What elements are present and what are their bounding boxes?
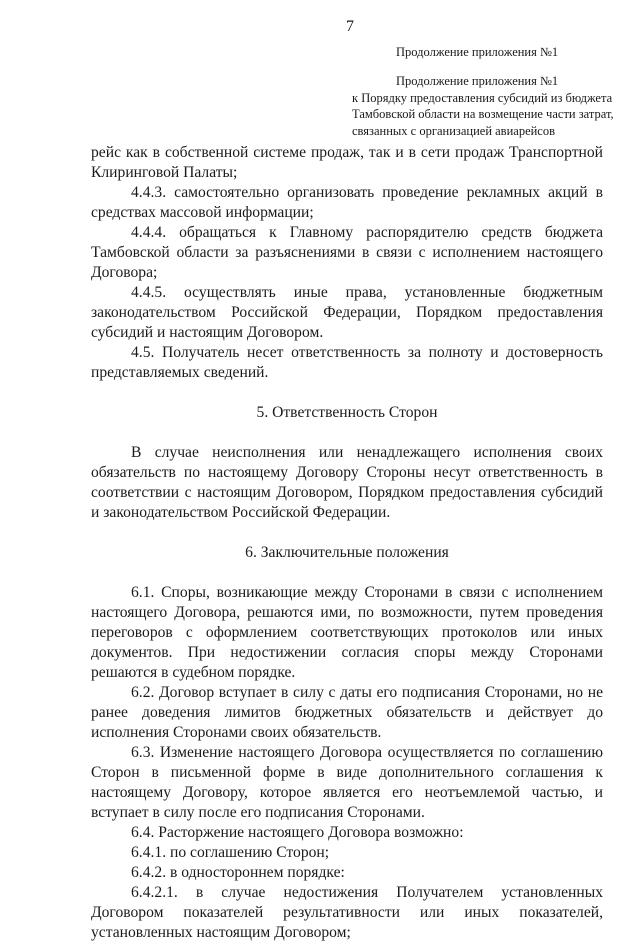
header-block <box>352 73 614 139</box>
paragraph-4-4-3: 4.4.3. самостоятельно организовать проведение рекламных акций в средствах массовой информации; <box>91 184 603 221</box>
header-line-1: к Порядку предоставления субсидий из бюджета <box>352 90 613 105</box>
paragraph-4-5: 4.5. Получатель несет ответственность за полноту и достоверность представляемых сведений. <box>91 344 603 381</box>
header-continuation-1: Продолжение приложения №1 <box>396 45 559 59</box>
paragraph-continued: рейс как в собственной системе продаж, так и в сети продаж Транспортной Клиринговой Палаты; <box>91 144 603 181</box>
document-body <box>91 143 603 943</box>
paragraph-4-4-5: 4.4.5. осуществлять иные права, установленные бюджетным законодательством Российской Федерации, Порядком предоставления субсидий и настоящим Договором. <box>91 284 603 341</box>
section-6-heading: 6. Заключительные положения <box>245 544 449 561</box>
paragraph-6-3: 6.3. Изменение настоящего Договора осуществляется по соглашению Сторон в письменной форме в виде дополнительного соглашения к настоящему Договору, которое является его неотъемлемой частью, и вступает в силу после его подписания Сторонами. <box>91 744 603 821</box>
page-number: 7 <box>346 18 354 35</box>
header-line-3: связанных с организацией авиарейсов <box>352 123 556 138</box>
paragraph-6-4-1: 6.4.1. по соглашению Сторон; <box>131 844 330 861</box>
header-continuation-2: Продолжение приложения №1 <box>396 74 559 88</box>
section-5-heading: 5. Ответственность Сторон <box>256 404 438 421</box>
paragraph-4-4-4: 4.4.4. обращаться к Главному распорядителю средств бюджета Тамбовской области за разъяснениями в связи с исполнением настоящего Договора; <box>91 224 603 281</box>
paragraph-6-1: 6.1. Споры, возникающие между Сторонами в связи с исполнением настоящего Договора, решаются ими, по возможности, путем проведения переговоров с оформлением соответствующих протоколов или иных документов. При недостижении согласия споры между Сторонами решаются в судебном порядке. <box>91 584 603 681</box>
paragraph-6-4-2-1: 6.4.2.1. в случае недостижения Получателем установленных Договором показателей результативности или иных показателей, установленных настоящим Договором; <box>91 884 603 941</box>
header-line-2: Тамбовской области на возмещение части затрат, <box>352 107 614 121</box>
paragraph-6-4: 6.4. Расторжение настоящего Договора возможно: <box>131 824 464 841</box>
paragraph-6-2: 6.2. Договор вступает в силу с даты его подписания Сторонами, но не ранее доведения лимитов бюджетных обязательств и действует до исполнения Сторонами своих обязательств. <box>91 684 603 741</box>
paragraph-5: В случае неисполнения или ненадлежащего исполнения своих обязательств по настоящему Договору Стороны несут ответственность в соответствии с настоящим Договором, Порядком предоставления субсидий и законодательством Российской Федерации. <box>91 444 603 521</box>
paragraph-6-4-2: 6.4.2. в одностороннем порядке: <box>131 864 345 881</box>
